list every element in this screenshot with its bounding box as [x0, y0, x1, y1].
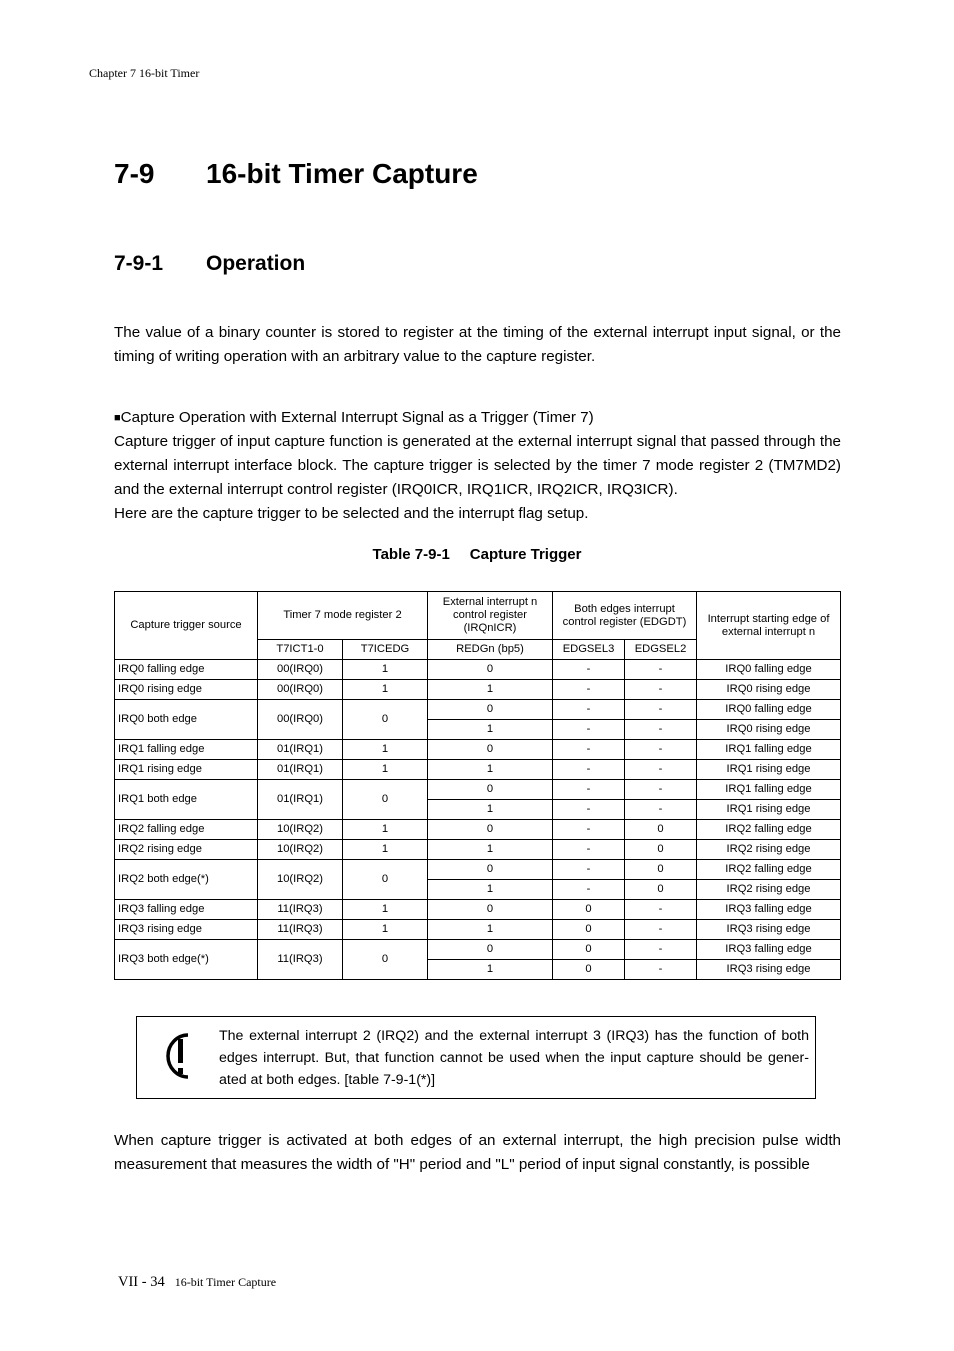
cell-t7ict: 00(IRQ0) — [258, 660, 343, 680]
capture-block — [114, 406, 841, 526]
cell-redg: 0 — [428, 940, 553, 960]
cell-starting-edge: IRQ3 rising edge — [697, 960, 841, 980]
cell-redg: 0 — [428, 780, 553, 800]
subsection-title-text: Operation — [206, 252, 306, 275]
cell-redg: 0 — [428, 740, 553, 760]
capture-body-2: Here are the capture trigger to be selected and the interrupt flag setup. — [114, 505, 589, 522]
table-caption — [0, 546, 954, 563]
cell-starting-edge: IRQ1 rising edge — [697, 800, 841, 820]
cell-t7icedg: 0 — [343, 700, 428, 740]
header-starting-edge: Interrupt starting edge of external interrupt n — [697, 592, 841, 660]
note-text: The external interrupt 2 (IRQ2) and the external interrupt 3 (IRQ3) has the function of both edges interrupt. But, that function cannot be used when the input capture should be gener-ated at both edges. [table 7-9-1(*)] — [219, 1028, 809, 1088]
note-box — [136, 1016, 816, 1099]
header-edgsel3: EDGSEL3 — [553, 640, 625, 660]
capture-heading — [114, 406, 841, 430]
cell-starting-edge: IRQ1 falling edge — [697, 780, 841, 800]
cell-edgsel2: - — [625, 800, 697, 820]
cell-source: IRQ1 both edge — [115, 780, 258, 820]
running-header: Chapter 7 16-bit Timer — [89, 66, 200, 80]
cell-source: IRQ3 falling edge — [115, 900, 258, 920]
cell-t7ict: 10(IRQ2) — [258, 820, 343, 840]
cell-edgsel2: 0 — [625, 820, 697, 840]
cell-t7ict: 01(IRQ1) — [258, 780, 343, 820]
cell-t7icedg: 1 — [343, 760, 428, 780]
cell-redg: 0 — [428, 700, 553, 720]
cell-edgsel2: - — [625, 720, 697, 740]
cell-t7icedg: 1 — [343, 840, 428, 860]
intro-paragraph: The value of a binary counter is stored to register at the timing of the external interrupt input signal, or the timing of writing operation with an arbitrary value to the capture register. — [114, 324, 841, 365]
table-caption-number: Table 7-9-1 — [372, 546, 450, 563]
cell-edgsel3: - — [553, 800, 625, 820]
cell-redg: 0 — [428, 860, 553, 880]
table-row — [115, 760, 841, 780]
cell-t7ict: 11(IRQ3) — [258, 920, 343, 940]
cell-edgsel2: - — [625, 780, 697, 800]
cell-edgsel2: 0 — [625, 840, 697, 860]
footer — [118, 1273, 276, 1291]
cell-starting-edge: IRQ3 falling edge — [697, 900, 841, 920]
header-both-edges: Both edges interrupt control register (EDGDT) — [553, 592, 697, 640]
cell-redg: 0 — [428, 820, 553, 840]
cell-source: IRQ2 falling edge — [115, 820, 258, 840]
cell-redg: 1 — [428, 800, 553, 820]
cell-t7icedg: 1 — [343, 660, 428, 680]
header-edgsel2: EDGSEL2 — [625, 640, 697, 660]
cell-t7icedg: 1 — [343, 820, 428, 840]
table-row — [115, 860, 841, 880]
table-row — [115, 940, 841, 960]
cell-edgsel2: - — [625, 700, 697, 720]
header-t7ict: T7ICT1-0 — [258, 640, 343, 660]
section-title — [114, 158, 478, 190]
header-t7icedg: T7ICEDG — [343, 640, 428, 660]
cell-edgsel3: - — [553, 760, 625, 780]
cell-source: IRQ3 both edge(*) — [115, 940, 258, 980]
cell-edgsel3: - — [553, 700, 625, 720]
cell-t7icedg: 0 — [343, 860, 428, 900]
cell-source: IRQ2 rising edge — [115, 840, 258, 860]
cell-edgsel3: - — [553, 880, 625, 900]
cell-source: IRQ3 rising edge — [115, 920, 258, 940]
cell-redg: 1 — [428, 920, 553, 940]
cell-edgsel2: - — [625, 680, 697, 700]
cell-starting-edge: IRQ2 falling edge — [697, 860, 841, 880]
cell-redg: 1 — [428, 840, 553, 860]
cell-edgsel2: 0 — [625, 880, 697, 900]
table-row — [115, 680, 841, 700]
cell-starting-edge: IRQ0 rising edge — [697, 720, 841, 740]
capture-trigger-table — [114, 591, 841, 980]
cell-t7ict: 00(IRQ0) — [258, 700, 343, 740]
cell-edgsel2: - — [625, 740, 697, 760]
cell-redg: 0 — [428, 660, 553, 680]
cell-edgsel3: - — [553, 840, 625, 860]
table-row — [115, 780, 841, 800]
cell-edgsel3: - — [553, 680, 625, 700]
cell-redg: 1 — [428, 880, 553, 900]
section-number: 7-9 — [114, 158, 155, 189]
cell-redg: 0 — [428, 900, 553, 920]
cell-edgsel3: - — [553, 740, 625, 760]
cell-t7ict: 11(IRQ3) — [258, 940, 343, 980]
cell-edgsel2: - — [625, 760, 697, 780]
table-row — [115, 700, 841, 720]
capture-body: Capture trigger of input capture function is generated at the external interrupt signal that passed through the external interrupt interface block. The capture trigger is selected by the timer 7 mode register 2 (TM7MD2) and the external interrupt control register (IRQ0ICR, IRQ1ICR, IRQ2ICR, IRQ3ICR). — [114, 433, 841, 498]
cell-edgsel2: - — [625, 940, 697, 960]
cell-source: IRQ1 rising edge — [115, 760, 258, 780]
cell-redg: 1 — [428, 680, 553, 700]
closing-paragraph: When capture trigger is activated at both edges of an external interrupt, the high precision pulse width measurement that measures the width of "H" period and "L" period of input signal constantly, is possible — [114, 1132, 841, 1173]
cell-edgsel3: - — [553, 820, 625, 840]
header-redg: REDGn (bp5) — [428, 640, 553, 660]
cell-starting-edge: IRQ2 falling edge — [697, 820, 841, 840]
cell-starting-edge: IRQ3 falling edge — [697, 940, 841, 960]
cell-edgsel3: 0 — [553, 920, 625, 940]
cell-starting-edge: IRQ0 falling edge — [697, 700, 841, 720]
cell-edgsel2: - — [625, 660, 697, 680]
cell-starting-edge: IRQ1 falling edge — [697, 740, 841, 760]
footer-page-number: VII - 34 — [118, 1274, 165, 1290]
cell-t7ict: 10(IRQ2) — [258, 840, 343, 860]
cell-source: IRQ0 falling edge — [115, 660, 258, 680]
cell-t7icedg: 1 — [343, 900, 428, 920]
cell-redg: 1 — [428, 720, 553, 740]
cell-edgsel3: 0 — [553, 940, 625, 960]
cell-t7icedg: 0 — [343, 940, 428, 980]
table-row — [115, 740, 841, 760]
cell-redg: 1 — [428, 760, 553, 780]
cell-t7icedg: 1 — [343, 680, 428, 700]
cell-edgsel2: 0 — [625, 860, 697, 880]
cell-edgsel3: 0 — [553, 900, 625, 920]
subsection-number: 7-9-1 — [114, 252, 164, 275]
cell-edgsel3: 0 — [553, 960, 625, 980]
exclamation-icon — [158, 1031, 200, 1081]
cell-t7ict: 01(IRQ1) — [258, 760, 343, 780]
cell-edgsel2: - — [625, 900, 697, 920]
header-source: Capture trigger source — [115, 592, 258, 660]
header-ext-interrupt: External interrupt n control register (IRQnICR) — [428, 592, 553, 640]
cell-t7icedg: 1 — [343, 740, 428, 760]
bullet-icon: ■ — [114, 412, 121, 424]
table-row — [115, 900, 841, 920]
cell-edgsel3: - — [553, 660, 625, 680]
cell-t7ict: 01(IRQ1) — [258, 740, 343, 760]
footer-label: 16-bit Timer Capture — [174, 1275, 277, 1289]
cell-t7ict: 00(IRQ0) — [258, 680, 343, 700]
table-body — [115, 660, 841, 980]
table-row — [115, 920, 841, 940]
cell-source: IRQ0 both edge — [115, 700, 258, 740]
table-row — [115, 820, 841, 840]
cell-starting-edge: IRQ3 rising edge — [697, 920, 841, 940]
subsection-title — [114, 252, 305, 276]
cell-source: IRQ0 rising edge — [115, 680, 258, 700]
table-row — [115, 840, 841, 860]
cell-starting-edge: IRQ1 rising edge — [697, 760, 841, 780]
cell-edgsel3: - — [553, 860, 625, 880]
cell-source: IRQ2 both edge(*) — [115, 860, 258, 900]
header-mode-register: Timer 7 mode register 2 — [258, 592, 428, 640]
capture-heading-text: Capture Operation with External Interrupt Signal as a Trigger (Timer 7) — [120, 409, 594, 426]
cell-starting-edge: IRQ2 rising edge — [697, 840, 841, 860]
table-caption-title: Capture Trigger — [469, 546, 582, 563]
cell-source: IRQ1 falling edge — [115, 740, 258, 760]
cell-edgsel3: - — [553, 780, 625, 800]
cell-redg: 1 — [428, 960, 553, 980]
cell-t7ict: 11(IRQ3) — [258, 900, 343, 920]
cell-starting-edge: IRQ0 falling edge — [697, 660, 841, 680]
section-title-text: 16-bit Timer Capture — [206, 158, 478, 189]
cell-t7icedg: 1 — [343, 920, 428, 940]
cell-starting-edge: IRQ0 rising edge — [697, 680, 841, 700]
cell-edgsel3: - — [553, 720, 625, 740]
table-row — [115, 660, 841, 680]
cell-t7ict: 10(IRQ2) — [258, 860, 343, 900]
cell-edgsel2: - — [625, 960, 697, 980]
cell-t7icedg: 0 — [343, 780, 428, 820]
cell-edgsel2: - — [625, 920, 697, 940]
cell-starting-edge: IRQ2 rising edge — [697, 880, 841, 900]
